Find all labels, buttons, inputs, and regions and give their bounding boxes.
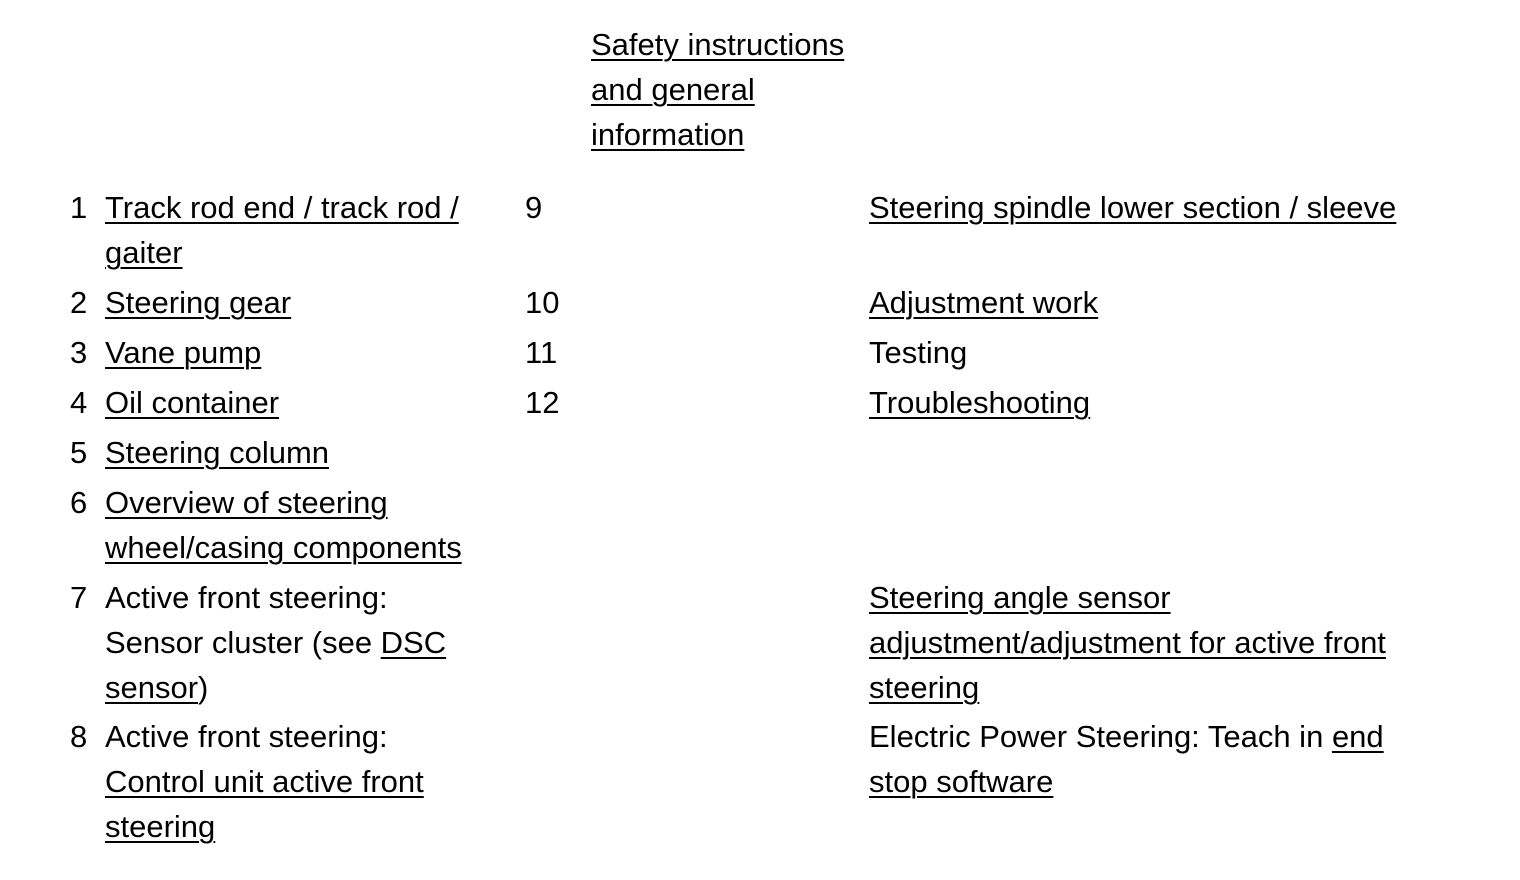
list-item-troubleshooting	[869, 380, 1509, 425]
item-number: 11	[525, 335, 558, 370]
track-rod-link[interactable]: Track rod end / track rod /	[105, 190, 459, 225]
end-stop-software-link[interactable]: stop software	[869, 764, 1054, 799]
steering-angle-sensor-link[interactable]: steering	[869, 670, 980, 705]
item-number: 12	[525, 385, 560, 420]
track-rod-link[interactable]: gaiter	[105, 235, 183, 270]
list-item-vane-pump	[105, 330, 515, 375]
item-number: 7	[70, 580, 88, 615]
item-text: )	[198, 670, 209, 705]
steering-wheel-overview-link[interactable]: wheel/casing components	[105, 530, 462, 565]
steering-column-link[interactable]: Steering column	[105, 435, 330, 470]
steering-angle-sensor-block	[869, 575, 1509, 710]
item-number: 4	[70, 385, 88, 420]
list-item-steering-gear	[105, 280, 515, 325]
item-number: 2	[70, 285, 88, 320]
adjustment-work-link[interactable]: Adjustment work	[869, 285, 1099, 320]
steering-angle-sensor-link[interactable]: adjustment/adjustment for active front	[869, 625, 1386, 660]
item-text: Active front steering:	[105, 719, 388, 754]
item-number: 9	[525, 190, 543, 225]
item-number: 8	[70, 719, 88, 754]
vane-pump-link[interactable]: Vane pump	[105, 335, 262, 370]
item-text: Active front steering:	[105, 580, 388, 615]
list-item-adjustment-work	[869, 280, 1509, 325]
item-text: Sensor cluster (see	[105, 625, 381, 660]
item-number: 10	[525, 285, 560, 320]
control-unit-link[interactable]: Control unit active front	[105, 764, 424, 799]
steering-spindle-link[interactable]: Steering spindle lower section / sleeve	[869, 190, 1397, 225]
list-item-testing	[869, 330, 1509, 375]
control-unit-link[interactable]: steering	[105, 809, 216, 844]
list-item-oil-container	[105, 380, 515, 425]
safety-instructions-block	[591, 22, 891, 157]
list-item-steering-spindle	[869, 185, 1509, 230]
troubleshooting-link[interactable]: Troubleshooting	[869, 385, 1091, 420]
eps-block	[869, 714, 1509, 804]
list-item-sensor-cluster	[105, 575, 515, 710]
eps-text: Electric Power Steering: Teach in	[869, 719, 1332, 754]
dsc-sensor-link[interactable]: DSC	[380, 625, 447, 660]
dsc-sensor-link[interactable]: sensor	[105, 670, 199, 705]
safety-instructions-link[interactable]: Safety instructions	[591, 27, 845, 62]
safety-instructions-link[interactable]: and general	[591, 72, 755, 107]
steering-wheel-overview-link[interactable]: Overview of steering	[105, 485, 388, 520]
oil-container-link[interactable]: Oil container	[105, 385, 280, 420]
item-number: 5	[70, 435, 88, 470]
testing-text: Testing	[869, 335, 968, 370]
list-item-steering-column	[105, 430, 515, 475]
list-item-steering-wheel-overview	[105, 480, 515, 570]
item-number: 1	[70, 190, 88, 225]
end-stop-software-link[interactable]: end	[1331, 719, 1384, 754]
item-number: 3	[70, 335, 88, 370]
list-item-control-unit	[105, 714, 515, 849]
safety-instructions-link[interactable]: information	[591, 117, 745, 152]
list-item-track-rod	[105, 185, 515, 275]
steering-angle-sensor-link[interactable]: Steering angle sensor	[869, 580, 1171, 615]
steering-gear-link[interactable]: Steering gear	[105, 285, 292, 320]
item-number: 6	[70, 485, 88, 520]
